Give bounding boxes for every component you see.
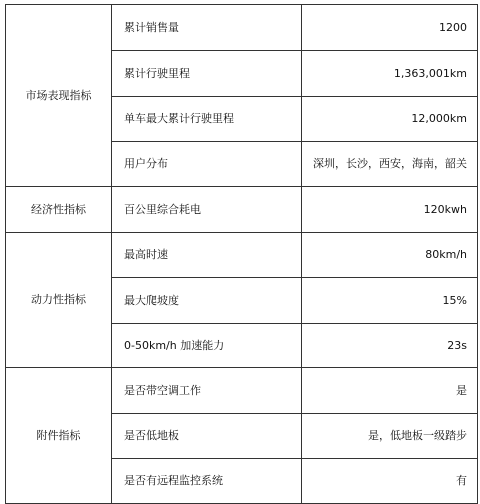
value-cumulative-sales: 1200: [302, 5, 478, 51]
item-low-floor: 是否低地板: [112, 414, 302, 459]
item-max-gradient: 最大爬坡度: [112, 278, 302, 324]
item-cumulative-mileage: 累计行驶里程: [112, 51, 302, 97]
value-cumulative-mileage: 1,363,001km: [302, 51, 478, 97]
category-market-performance: 市场表现指标: [6, 5, 112, 187]
item-energy-per-100km: 百公里综合耗电: [112, 187, 302, 233]
value-acceleration: 23s: [302, 324, 478, 368]
table-row: [6, 5, 478, 51]
item-remote-monitoring: 是否有远程监控系统: [112, 459, 302, 504]
value-user-distribution: 深圳，长沙，西安，海南，韶关: [302, 142, 478, 187]
value-max-gradient: 15%: [302, 278, 478, 324]
table-row: [6, 368, 478, 414]
value-max-single-vehicle-mileage: 12,000km: [302, 97, 478, 142]
item-air-conditioning: 是否带空调工作: [112, 368, 302, 414]
value-energy-per-100km: 120kwh: [302, 187, 478, 233]
value-top-speed: 80km/h: [302, 233, 478, 278]
table-row: [6, 233, 478, 278]
item-top-speed: 最高时速: [112, 233, 302, 278]
spec-table: [5, 4, 478, 504]
value-air-conditioning: 是: [302, 368, 478, 414]
value-low-floor: 是，低地板一级踏步: [302, 414, 478, 459]
table-row: [6, 187, 478, 233]
item-user-distribution: 用户分布: [112, 142, 302, 187]
category-accessories: 附件指标: [6, 368, 112, 504]
category-economy: 经济性指标: [6, 187, 112, 233]
value-remote-monitoring: 有: [302, 459, 478, 504]
item-cumulative-sales: 累计销售量: [112, 5, 302, 51]
item-acceleration: 0-50km/h 加速能力: [112, 324, 302, 368]
item-max-single-vehicle-mileage: 单车最大累计行驶里程: [112, 97, 302, 142]
category-power: 动力性指标: [6, 233, 112, 368]
